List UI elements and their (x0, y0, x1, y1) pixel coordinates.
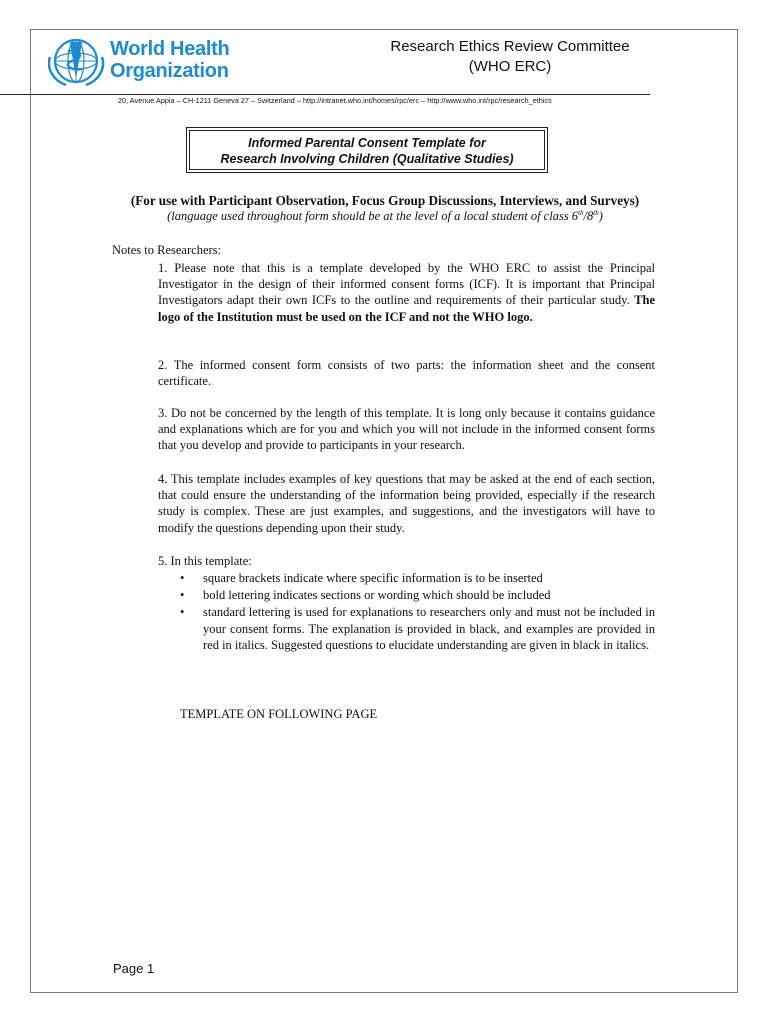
language-note-end: ) (598, 209, 603, 224)
note-1-bold: The logo of the Institution must be used on the ICF and not the WHO logo. (158, 293, 655, 324)
language-note-sup1: th (578, 209, 584, 217)
note-1-text: 1. Please note that this is a template developed by the WHO ERC to assist the Principal Investigator in the design of their informed consent forms (ICF). It is important that Principal Investigators adapt their own ICFs to the outline and requirements of their particular study. (158, 261, 655, 308)
logo-line1: World Health (110, 38, 230, 60)
who-logo-text (110, 38, 229, 82)
logo-line2: Organization (110, 60, 229, 82)
title-inner (189, 130, 545, 170)
page-number: Page 1 (113, 961, 155, 976)
list-item (158, 604, 655, 653)
note-paragraph-4: 4. This template includes examples of key questions that may be asked at the end of each section, that could ensure the understanding of the information being provided, especially if the research study is complex. These are just examples, and suggestions, and the investigators will have to modify the questions depending upon their study. (158, 472, 655, 535)
list-item (158, 570, 655, 586)
list-item-text: square brackets indicate where specific information is to be inserted (203, 571, 543, 585)
committee-name: Research Ethics Review Committee (390, 38, 630, 55)
language-note (40, 209, 730, 224)
list-item (158, 587, 655, 603)
note-paragraph-2: 2. The informed consent form consists of two parts: the information sheet and the consent certificate. (158, 358, 655, 389)
notes-heading: Notes to Researchers: (112, 243, 221, 257)
header-divider (0, 94, 650, 95)
template-following-note: TEMPLATE ON FOLLOWING PAGE (180, 707, 378, 721)
language-note-mid: /8 (583, 209, 594, 224)
note-paragraph-1 (158, 260, 655, 325)
bullet-icon: • (180, 605, 185, 620)
list-item-text: bold lettering indicates sections or wording which should be included (203, 588, 551, 603)
address-line: 20, Avenue Appia – CH-1211 Geneva 27 – Switzerland – http://intranet.who.int/homes/rpc/erc – http://www.who.int/rpc/research_ethics (118, 96, 552, 105)
list-item-text: standard lettering is used for explanations to researchers only and must not be included in your consent forms. The explanation is provided in black, and examples are provided in red in italics. Suggested questions to elucidate understanding are given in black in italics. (203, 605, 655, 652)
note-paragraph-3: 3. Do not be concerned by the length of this template. It is long only because it contains guidance and explanations which are for you and which you will not include in the informed consent forms that you develop and provide to participants in your research. (158, 406, 655, 453)
title-line2: Research Involving Children (Qualitative Studies) (220, 152, 514, 166)
form-subtitle: (For use with Participant Observation, Focus Group Discussions, Interviews, and Surveys) (130, 193, 640, 208)
bullet-icon: • (180, 588, 185, 603)
bullet-icon: • (180, 571, 185, 585)
title-line1: Informed Parental Consent Template for (248, 136, 486, 150)
title-box (186, 127, 548, 173)
language-note-text: (language used throughout form should be at the level of a local student of class 6 (167, 209, 579, 224)
committee-abbrev: (WHO ERC) (468, 58, 552, 75)
note-paragraph-5: 5. In this template: (158, 554, 252, 568)
language-note-sup2: th (593, 209, 599, 217)
template-conventions-list (158, 570, 655, 654)
